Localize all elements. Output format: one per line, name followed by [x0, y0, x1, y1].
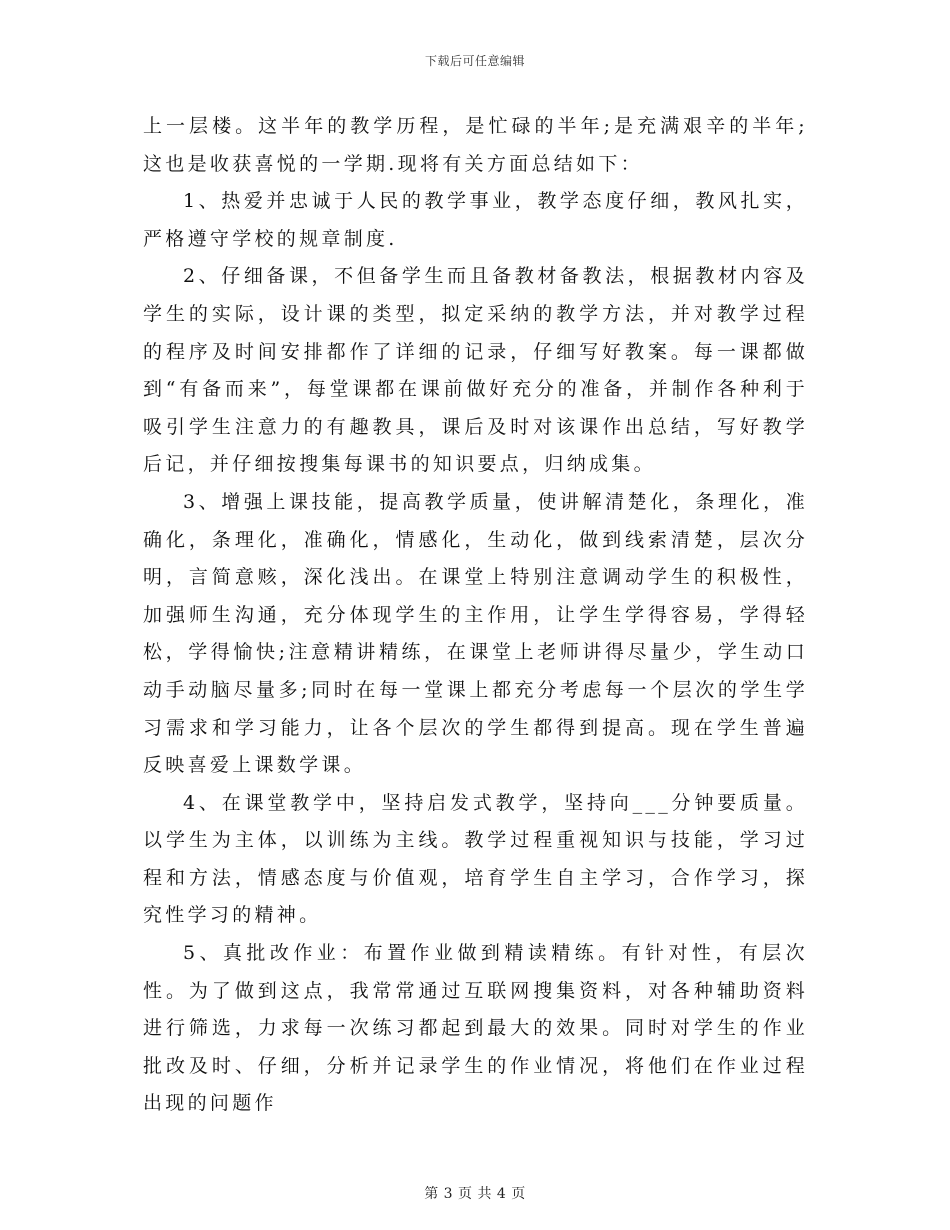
document-body [143, 108, 808, 1123]
page-footer: 第 3 页 共 4 页 [424, 1186, 526, 1202]
paragraph-item-2: 2、仔细备课，不但备学生而且备教材备教法，根据教材内容及学生的实际，设计课的类型，拟定采纳的教学方法，并对教学过程的程序及时间安排都作了详细的记录，仔细写好教案。每一课都做到“有备而来”，每堂课都在课前做好充分的准备，并制作各种利于吸引学生注意力的有趣教具，课后及时对该课作出总结，写好教学后记，并仔细按搜集每课书的知识要点，归纳成集。 [143, 265, 808, 476]
paragraph-item-5: 5、真批改作业：布置作业做到精读精练。有针对性，有层次性。为了做到这点，我常常通过互联网搜集资料，对各种辅助资料进行筛选，力求每一次练习都起到最大的效果。同时对学生的作业批改及时、仔细，分析并记录学生的作业情况，将他们在作业过程出现的问题作 [143, 942, 808, 1115]
page-header: 下载后可任意编辑 [424, 54, 525, 68]
paragraph-intro: 上一层楼。这半年的教学历程，是忙碌的半年;是充满艰辛的半年;这也是收获喜悦的一学期.现将有关方面总结如下： [143, 115, 808, 175]
paragraph-item-4: 4、在课堂教学中，坚持启发式教学，坚持向___分钟要质量。以学生为主体，以训练为主线。教学过程重视知识与技能，学习过程和方法，情感态度与价值观，培育学生自主学习，合作学习，探究性学习的精神。 [143, 791, 808, 927]
paragraph-item-3: 3、增强上课技能，提高教学质量，使讲解清楚化，条理化，准确化，条理化，准确化，情感化，生动化，做到线索清楚，层次分明，言简意赅，深化浅出。在课堂上特别注意调动学生的积极性，加强师生沟通，充分体现学生的主作用，让学生学得容易，学得轻松，学得愉快;注意精讲精练，在课堂上老师讲得尽量少，学生动口动手动脑尽量多;同时在每一堂课上都充分考虑每一个层次的学生学习需求和学习能力，让各个层次的学生都得到提高。现在学生普遍反映喜爱上课数学课。 [143, 490, 808, 777]
paragraph-item-1: 1、热爱并忠诚于人民的教学事业，教学态度仔细，教风扎实，严格遵守学校的规章制度. [143, 190, 808, 250]
